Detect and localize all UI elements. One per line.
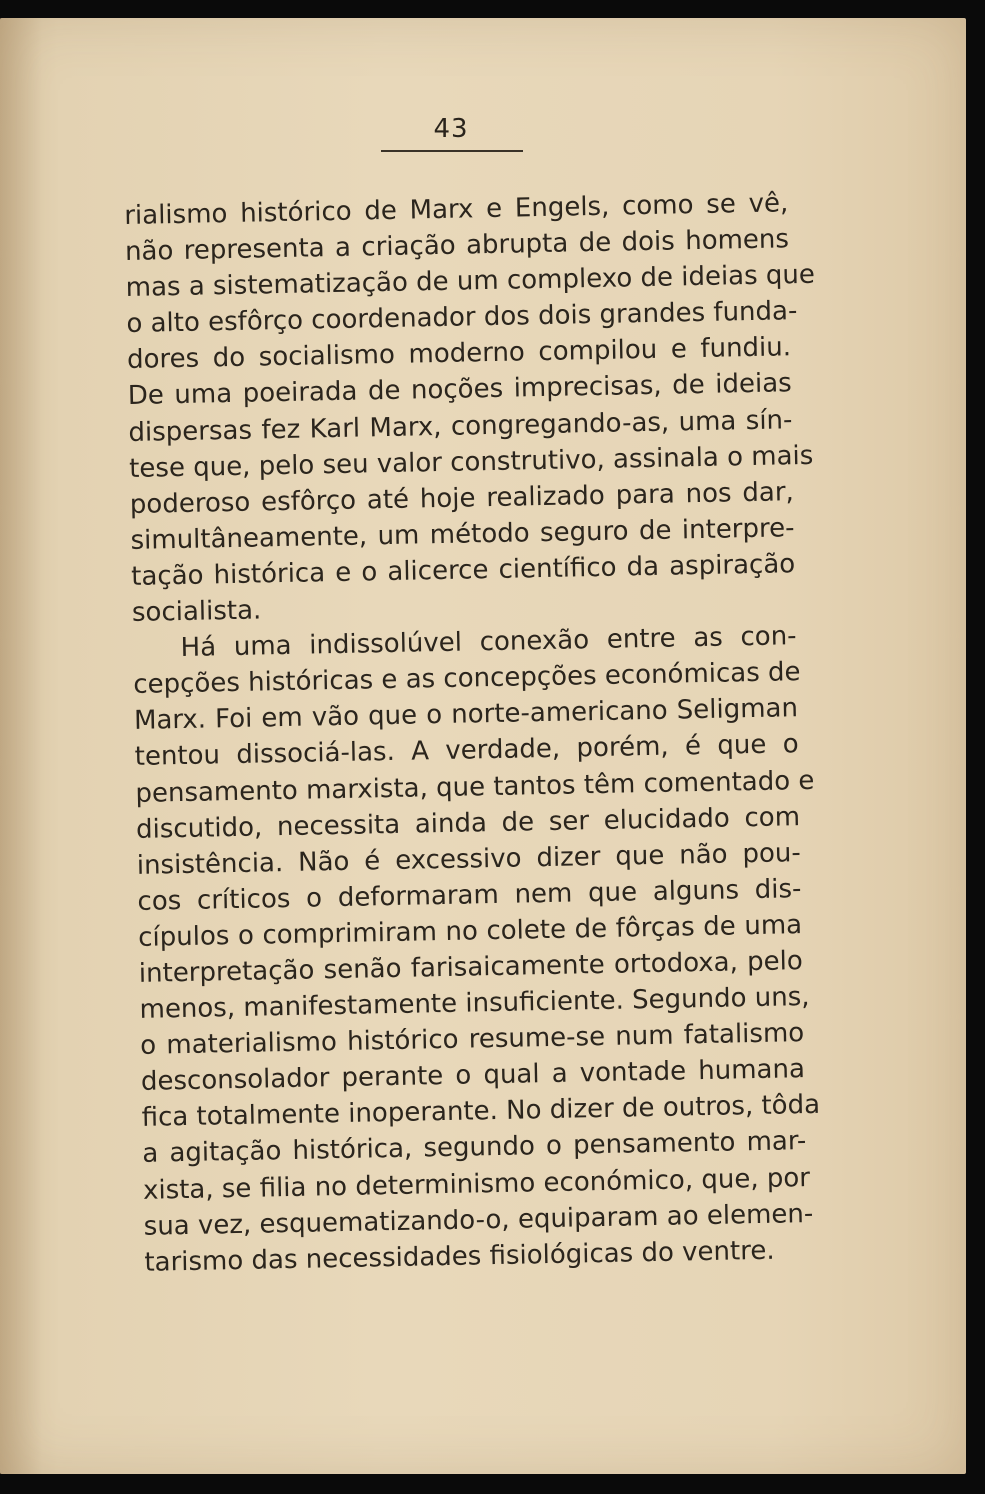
text-line: mas a sistematização de um complexo de ideias que — [125, 259, 816, 304]
text-line: simultâneamente, um método seguro de interpre- — [130, 513, 795, 556]
book-page — [0, 18, 966, 1474]
text-line: poderoso esfôrço até hoje realizado para nos dar, — [129, 476, 795, 520]
text-line: desconsolador perante o qual a vontade humana — [140, 1054, 806, 1098]
text-line: discutido, necessita ainda de ser elucidado com — [135, 801, 801, 845]
text-line: não representa a criação abrupta de dois homens — [124, 224, 790, 268]
header-rule — [381, 150, 523, 152]
text-line: fica totalmente inoperante. No dizer de outros, tôda — [141, 1090, 821, 1134]
text-line: cos críticos o deformaram nem que alguns dis- — [137, 873, 802, 917]
text-line: interpretação senão farisaicamente ortodoxa, pelo — [138, 946, 804, 989]
text-line: o alto esfôrço coordenador dos dois grandes funda- — [126, 296, 798, 340]
text-line: tarismo das necessidades fisiológicas do ventre. — [144, 1235, 775, 1278]
text-line: o materialismo histórico resume-se num fatalismo — [139, 1018, 805, 1061]
text-line: De uma poeirada de noções imprecisas, de ideias — [127, 368, 792, 412]
text-line: Marx. Foi em vão que o norte-americano Seligman — [133, 693, 799, 737]
page-number: 43 — [433, 114, 469, 144]
text-line: cípulos o comprimiram no colete de fôrças de uma — [137, 909, 803, 953]
text-line: tese que, pelo seu valor construtivo, assinala o mais — [128, 440, 814, 484]
text-line: a agitação histórica, segundo o pensamento mar- — [142, 1126, 807, 1170]
text-line: menos, manifestamente insuficiente. Segundo uns, — [139, 982, 810, 1025]
text-line: xista, se filia no determinismo económico, que, por — [142, 1162, 811, 1206]
text-line: Há uma indissolúvel conexão entre as con- — [180, 621, 797, 664]
text-line: cepções históricas e as concepções económicas de — [133, 657, 801, 701]
text-line: tentou dissociá-las. A verdade, porém, é que o — [134, 729, 799, 773]
text-line: rialismo histórico de Marx e Engels, como se vê, — [124, 188, 789, 231]
text-line: tação histórica e o alicerce científico da aspiração — [130, 549, 796, 592]
page-gutter-shadow — [0, 18, 42, 1474]
text-line: pensamento marxista, que tantos têm comentado e — [135, 765, 815, 809]
body-text — [124, 185, 821, 1280]
text-line: dispersas fez Karl Marx, congregando-as, uma sín- — [128, 404, 793, 448]
text-line: insistência. Não é excessivo dizer que não pou- — [136, 837, 801, 881]
text-line: sua vez, esquematizando-o, equiparam ao elemen- — [143, 1198, 814, 1242]
text-line: socialista. — [131, 595, 262, 628]
text-line: dores do socialismo moderno compilou e fundiu. — [126, 332, 792, 376]
